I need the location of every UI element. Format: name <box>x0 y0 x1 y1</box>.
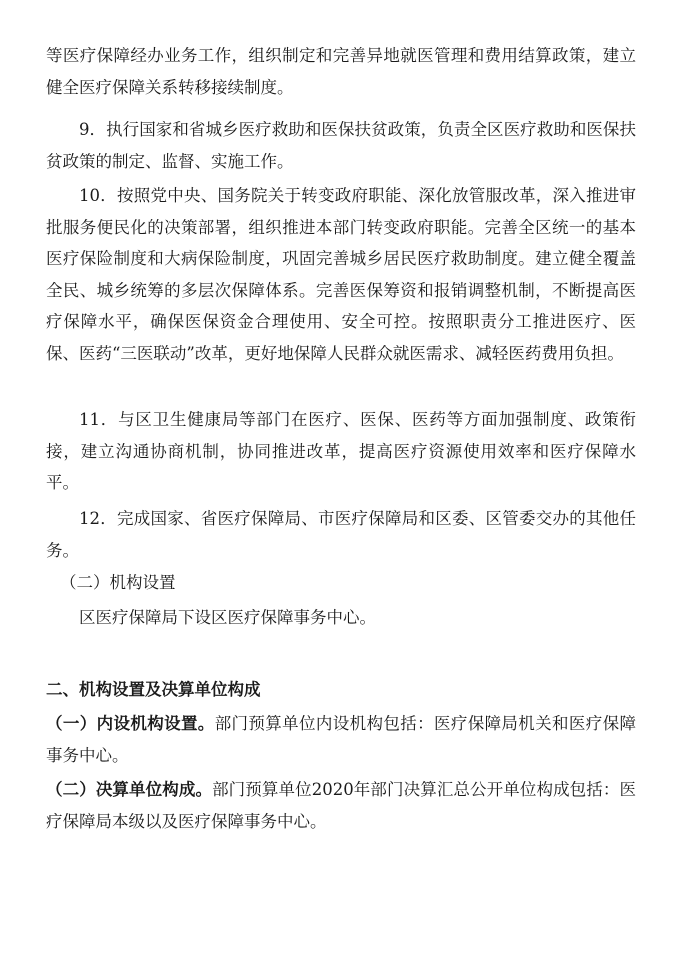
units-composition-text: 部门预算单位2020年部门决算汇总公开单位构成包括：医疗保障局本级以及医疗保障事务中心。 <box>46 780 636 831</box>
paragraph-item-11: 11．与区卫生健康局等部门在医疗、医保、医药等方面加强制度、政策衔接，建立沟通协商机制，协同推进改革，提高医疗资源使用效率和医疗保障水平。 <box>46 410 636 492</box>
org-setup-subheading-text: （二）机构设置 <box>60 573 176 592</box>
units-composition-paragraph <box>46 774 636 837</box>
paragraph-item-10: 10．按照党中央、国务院关于转变政府职能、深化放管服改革，深入推进审批服务便民化的决策部署，组织推进本部门转变政府职能。完善全区统一的基本医疗保险制度和大病保险制度，巩固完善城乡居民医疗救助制度。建立健全覆盖全民、城乡统筹的多层次保障体系。完善医保筹资和报销调整机制，不断提高医疗保障水平，确保医保资金合理使用、安全可控。按照职责分工推进医疗、医保、医药“三医联动”改革，更好地保障人民群众就医需求、减轻医药费用负担。 <box>46 186 636 363</box>
paragraph-item-9: 9．执行国家和省城乡医疗救助和医保扶贫政策，负责全区医疗救助和医保扶贫政策的制定、监督、实施工作。 <box>46 120 636 171</box>
internal-org-paragraph <box>46 708 636 771</box>
paragraph-continued-item-8: 等医疗保障经办业务工作，组织制定和完善异地就医管理和费用结算政策，建立健全医疗保障关系转移接续制度。 <box>46 46 636 97</box>
units-composition-label: （二）决算单位构成。 <box>46 780 213 799</box>
internal-org-text: 部门预算单位内设机构包括：医疗保障局机关和医疗保障事务中心。 <box>46 714 637 765</box>
paragraph-item-12: 12．完成国家、省医疗保障局、市医疗保障局和区委、区管委交办的其他任务。 <box>46 509 636 560</box>
org-setup-text: 区医疗保障局下设区医疗保障事务中心。 <box>79 608 376 627</box>
org-setup-subheading <box>46 567 636 599</box>
internal-org-label: （一）内设机构设置。 <box>46 714 215 733</box>
section-2-heading: 二、机构设置及决算单位构成 <box>46 680 261 699</box>
